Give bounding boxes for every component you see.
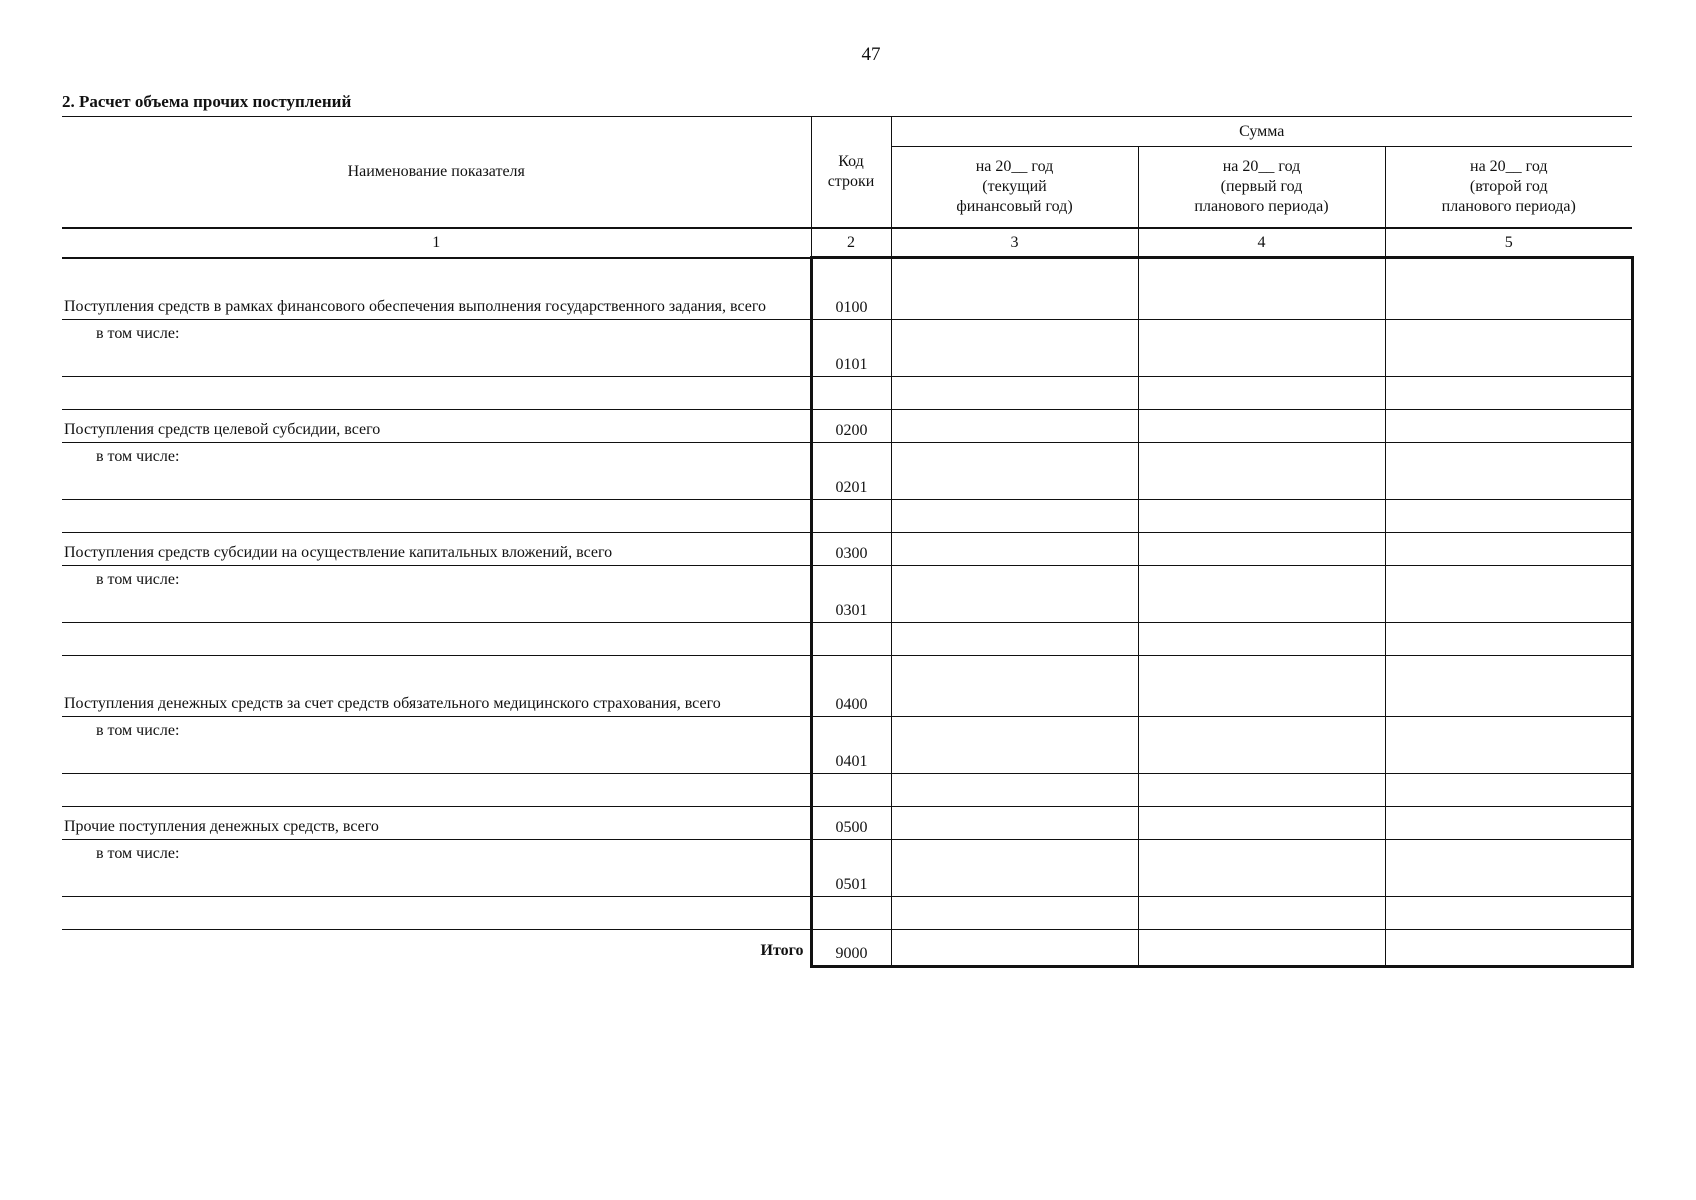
header-col5-line2: (второй год xyxy=(1469,178,1548,195)
row-name: в том числе: xyxy=(62,320,811,377)
header-code-line2: строки xyxy=(827,173,875,190)
other-receipts-table xyxy=(62,116,1634,968)
column-number-3: 3 xyxy=(891,228,1138,258)
amount-cell[interactable] xyxy=(891,377,1138,410)
total-code: 9000 xyxy=(811,930,891,967)
column-number-2: 2 xyxy=(811,228,891,258)
header-col5 xyxy=(1385,147,1632,229)
amount-cell[interactable] xyxy=(1385,897,1632,930)
row-code: 0201 xyxy=(811,443,891,500)
row-code: 0300 xyxy=(811,533,891,566)
amount-cell[interactable] xyxy=(1385,774,1632,807)
amount-cell[interactable] xyxy=(1385,500,1632,533)
amount-cell[interactable] xyxy=(891,656,1138,717)
table-row xyxy=(62,897,1632,930)
header-col3-line2: (текущий xyxy=(982,178,1047,195)
table-row xyxy=(62,377,1632,410)
amount-cell[interactable] xyxy=(891,410,1138,443)
header-col3-line3: финансовый год) xyxy=(956,198,1073,215)
row-name: в том числе: xyxy=(62,717,811,774)
row-code: 0400 xyxy=(811,656,891,717)
row-code: 0301 xyxy=(811,566,891,623)
amount-cell[interactable] xyxy=(1138,533,1385,566)
row-name xyxy=(62,500,811,533)
row-name xyxy=(62,774,811,807)
row-code: 0500 xyxy=(811,807,891,840)
table-row xyxy=(62,443,1632,500)
header-col4-line3: планового периода) xyxy=(1194,198,1329,215)
table-row xyxy=(62,807,1632,840)
amount-cell[interactable] xyxy=(1385,840,1632,897)
table-row xyxy=(62,258,1632,320)
column-number-1: 1 xyxy=(62,228,811,258)
row-code: 0100 xyxy=(811,258,891,320)
header-code-line1: Код xyxy=(838,153,864,170)
amount-cell[interactable] xyxy=(1138,258,1385,320)
amount-cell[interactable] xyxy=(891,443,1138,500)
amount-cell[interactable] xyxy=(891,774,1138,807)
header-col4-line2: (первый год xyxy=(1220,178,1303,195)
amount-cell[interactable] xyxy=(1138,774,1385,807)
row-name: в том числе: xyxy=(62,566,811,623)
amount-cell[interactable] xyxy=(891,623,1138,656)
amount-cell[interactable] xyxy=(1138,377,1385,410)
header-sum-group: Сумма xyxy=(891,117,1632,147)
amount-cell[interactable] xyxy=(1138,566,1385,623)
row-name xyxy=(62,377,811,410)
column-number-4: 4 xyxy=(1138,228,1385,258)
row-code: 0101 xyxy=(811,320,891,377)
row-name: Поступления средств целевой субсидии, всего xyxy=(62,410,811,443)
amount-cell[interactable] xyxy=(1138,320,1385,377)
amount-cell[interactable] xyxy=(1385,443,1632,500)
amount-cell[interactable] xyxy=(1385,258,1632,320)
row-name xyxy=(62,897,811,930)
row-code xyxy=(811,897,891,930)
amount-cell[interactable] xyxy=(1385,623,1632,656)
row-code xyxy=(811,774,891,807)
amount-cell[interactable] xyxy=(1385,410,1632,443)
column-number-5: 5 xyxy=(1385,228,1632,258)
amount-cell[interactable] xyxy=(1138,897,1385,930)
amount-cell[interactable] xyxy=(891,500,1138,533)
header-col3 xyxy=(891,147,1138,229)
table-row xyxy=(62,566,1632,623)
table-row xyxy=(62,656,1632,717)
total-amount-cell[interactable] xyxy=(1385,930,1632,967)
amount-cell[interactable] xyxy=(1385,656,1632,717)
header-col4 xyxy=(1138,147,1385,229)
amount-cell[interactable] xyxy=(891,840,1138,897)
total-label: Итого xyxy=(760,942,804,959)
amount-cell[interactable] xyxy=(1138,623,1385,656)
table-row xyxy=(62,623,1632,656)
total-amount-cell[interactable] xyxy=(891,930,1138,967)
amount-cell[interactable] xyxy=(1138,500,1385,533)
amount-cell[interactable] xyxy=(1138,443,1385,500)
page-number: 47 xyxy=(861,44,881,65)
row-name: Поступления средств в рамках финансового обеспечения выполнения государственного задания, всего xyxy=(62,258,811,320)
total-row xyxy=(62,930,1632,967)
row-name: в том числе: xyxy=(62,840,811,897)
amount-cell[interactable] xyxy=(1138,656,1385,717)
table-row xyxy=(62,533,1632,566)
row-name xyxy=(62,623,811,656)
amount-cell[interactable] xyxy=(1385,320,1632,377)
amount-cell[interactable] xyxy=(1138,410,1385,443)
amount-cell[interactable] xyxy=(1138,807,1385,840)
header-col3-line1: на 20__ год xyxy=(975,158,1054,175)
header-col4-line1: на 20__ год xyxy=(1222,158,1301,175)
section-title: 2. Расчет объема прочих поступлений xyxy=(62,92,352,111)
table-row xyxy=(62,774,1632,807)
amount-cell[interactable] xyxy=(1385,807,1632,840)
row-name: в том числе: xyxy=(62,443,811,500)
amount-cell[interactable] xyxy=(1138,840,1385,897)
amount-cell[interactable] xyxy=(1385,717,1632,774)
row-code xyxy=(811,500,891,533)
header-col5-line3: планового периода) xyxy=(1441,198,1576,215)
row-name: Поступления средств субсидии на осуществление капитальных вложений, всего xyxy=(62,533,811,566)
table-row xyxy=(62,500,1632,533)
amount-cell[interactable] xyxy=(891,258,1138,320)
row-name: Поступления денежных средств за счет средств обязательного медицинского страхования, всего xyxy=(62,656,811,717)
amount-cell[interactable] xyxy=(891,807,1138,840)
amount-cell[interactable] xyxy=(891,897,1138,930)
amount-cell[interactable] xyxy=(1138,717,1385,774)
amount-cell[interactable] xyxy=(891,566,1138,623)
table-row xyxy=(62,840,1632,897)
header-code-column xyxy=(811,117,891,229)
table-row xyxy=(62,410,1632,443)
amount-cell[interactable] xyxy=(891,320,1138,377)
amount-cell[interactable] xyxy=(891,717,1138,774)
row-code: 0501 xyxy=(811,840,891,897)
row-code: 0200 xyxy=(811,410,891,443)
amount-cell[interactable] xyxy=(1385,566,1632,623)
row-code xyxy=(811,377,891,410)
header-name-column: Наименование показателя xyxy=(62,117,811,229)
row-code xyxy=(811,623,891,656)
row-name: Прочие поступления денежных средств, всего xyxy=(62,807,811,840)
table-row xyxy=(62,717,1632,774)
total-amount-cell[interactable] xyxy=(1138,930,1385,967)
amount-cell[interactable] xyxy=(891,533,1138,566)
amount-cell[interactable] xyxy=(1385,533,1632,566)
table-row xyxy=(62,320,1632,377)
amount-cell[interactable] xyxy=(1385,377,1632,410)
row-code: 0401 xyxy=(811,717,891,774)
header-col5-line1: на 20__ год xyxy=(1470,158,1548,175)
